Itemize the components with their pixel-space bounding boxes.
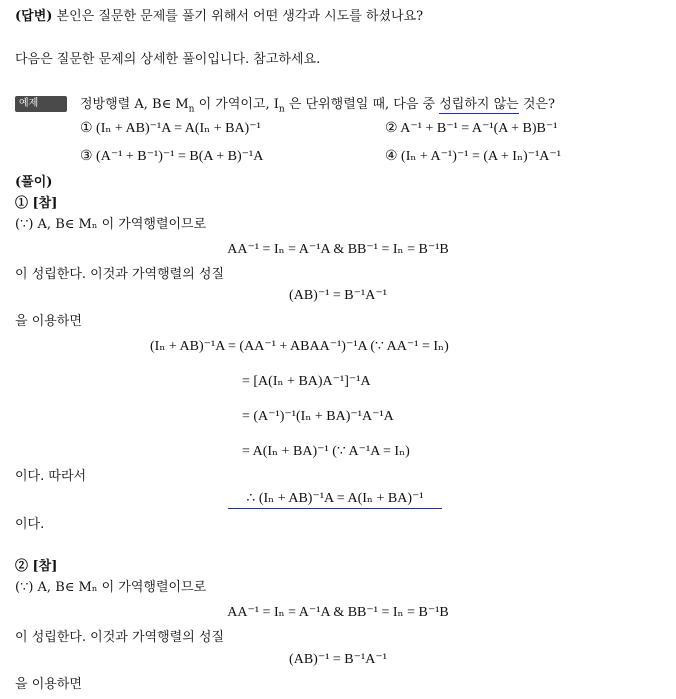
part1-deriv-2: = [A(Iₙ + BA)A⁻¹]⁻¹A (242, 374, 371, 389)
part1-eq1: AA⁻¹ = Iₙ = A⁻¹A & BB⁻¹ = Iₙ = B⁻¹B (227, 242, 449, 257)
question-prefix: 정방행렬 A, B∈ M (80, 97, 189, 112)
answer-heading-tag: (답변) (15, 9, 53, 24)
question-sub-n2: n (278, 104, 285, 115)
question-suffix: 것은? (518, 97, 555, 112)
part1-eq2: (AB)⁻¹ = B⁻¹A⁻¹ (289, 288, 387, 303)
solution-heading: (풀이) (15, 175, 53, 190)
example-question (80, 96, 555, 119)
part1-deriv-4: = A(Iₙ + BA)⁻¹ (∵ A⁻¹A = Iₙ) (242, 444, 410, 459)
question-mid: 이 가역이고, I (194, 97, 279, 112)
part1-conclusion: ∴ (Iₙ + AB)⁻¹A = A(Iₙ + BA)⁻¹ (228, 490, 442, 509)
question-underlined: 성립하지 않는 (439, 97, 519, 112)
question-before-underline: 은 단위행렬일 때, 다음 중 (284, 97, 440, 112)
part2-label: ② [참] (15, 559, 58, 574)
part1-text3: 이다. 따라서 (15, 469, 87, 484)
answer-heading (15, 8, 423, 26)
part1-text2: 을 이용하면 (15, 314, 82, 329)
answer-heading-text: 본인은 질문한 문제를 풀기 위해서 어떤 생각과 시도를 하셨나요? (52, 9, 424, 24)
part1-deriv-3: = (A⁻¹)⁻¹(Iₙ + BA)⁻¹A⁻¹A (242, 409, 394, 424)
choice-1: ① (Iₙ + AB)⁻¹A = A(Iₙ + BA)⁻¹ (80, 121, 261, 136)
choice-2: ② A⁻¹ + B⁻¹ = A⁻¹(A + B)B⁻¹ (385, 121, 558, 136)
part2-text2: 을 이용하면 (15, 677, 82, 692)
part2-since-line: (∵) A, B∈ Mₙ 이 가역행렬이므로 (15, 580, 207, 595)
part1-since-line: (∵) A, B∈ Mₙ 이 가역행렬이므로 (15, 217, 207, 232)
part2-eq1: AA⁻¹ = Iₙ = A⁻¹A & BB⁻¹ = Iₙ = B⁻¹B (227, 605, 449, 620)
part2-text1: 이 성립한다. 이것과 가역행렬의 성질 (15, 630, 225, 645)
choice-3: ③ (A⁻¹ + B⁻¹)⁻¹ = B(A + B)⁻¹A (80, 149, 264, 164)
example-badge-label: 예제 (19, 98, 39, 109)
part1-deriv-1: (Iₙ + AB)⁻¹A = (AA⁻¹ + ABAA⁻¹)⁻¹A (∵ AA⁻¹ = Iₙ) (150, 339, 449, 354)
intro-text: 다음은 질문한 문제의 상세한 풀이입니다. 참고하세요. (15, 52, 321, 67)
part1-text1: 이 성립한다. 이것과 가역행렬의 성질 (15, 267, 225, 282)
choice-4: ④ (Iₙ + A⁻¹)⁻¹ = (A + Iₙ)⁻¹A⁻¹ (385, 149, 561, 164)
part1-label: ① [참] (15, 196, 58, 211)
part1-text4: 이다. (15, 517, 45, 532)
example-badge (15, 96, 67, 127)
part2-eq2: (AB)⁻¹ = B⁻¹A⁻¹ (289, 652, 387, 667)
question-sub-n: n (188, 104, 195, 115)
example-badge-number: 2.19 (21, 113, 51, 127)
